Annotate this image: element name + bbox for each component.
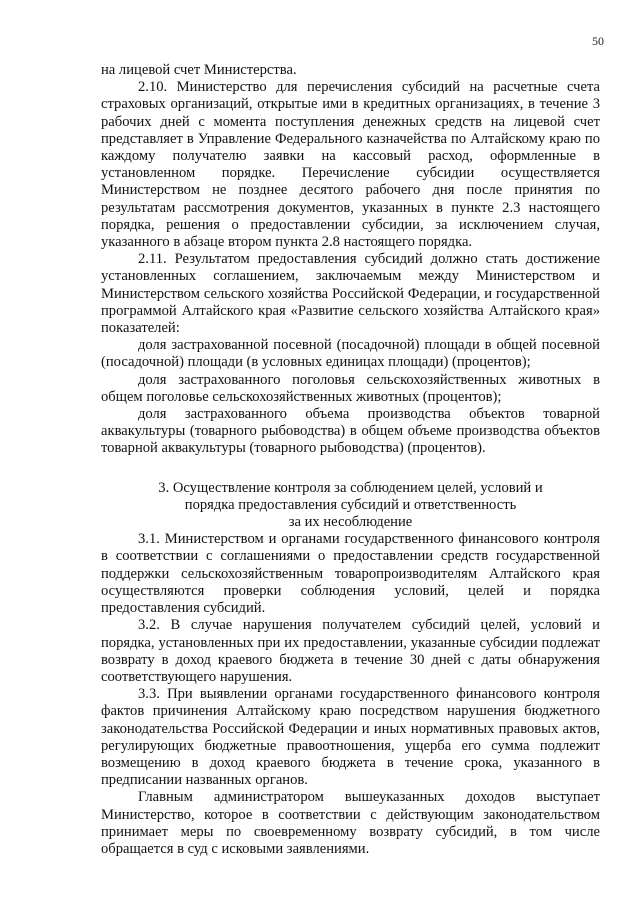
- paragraph: 2.10. Министерство для перечисления субсидий на расчетные счета страховых организаций, открытые ими в кредитных организациях, в течение 3 рабочих дней с момента поступления денежных средств на лицевой счет представляет в Управление Федерального казначейства по Алтайскому краю по каждому получателю заявки на кассовый расход, оформленные в установленном порядке. Перечисление субсидии осуществляется Министерством не позднее десятого рабочего дня после принятия по результатам рассмотрения документов, указанных в пункте 2.3 настоящего порядка, решения о предоставлении субсидии, за исключением случая, указанного в абзаце втором пункта 2.8 настоящего порядка.: [101, 79, 600, 251]
- page-number: 50: [592, 34, 604, 48]
- section-heading: [101, 480, 600, 532]
- document-body: [101, 62, 600, 858]
- paragraph: 3.2. В случае нарушения получателем субсидий целей, условий и порядка, установленных при их предоставлении, указанные субсидии подлежат возврату в доход краевого бюджета в течение 30 дней с даты обнаружения соответствующего нарушения.: [101, 617, 600, 685]
- section-heading-line: порядка предоставления субсидий и ответственность: [184, 496, 517, 513]
- paragraph: 3.1. Министерством и органами государственного финансового контроля в соответствии с соглашениями о предоставлении средств государственной поддержки сельскохозяйственным товаропроизводителям Алтайского края осуществляются проверки соблюдения условий, целей и порядка предоставления субсидий.: [101, 531, 600, 617]
- bottom-paragraphs: [101, 531, 600, 858]
- paragraph: доля застрахованного поголовья сельскохозяйственных животных в общем поголовье сельскохозяйственных животных (процентов);: [101, 371, 600, 405]
- paragraph: на лицевой счет Министерства.: [101, 62, 297, 78]
- section-heading-line: 3. Осуществление контроля за соблюдением целей, условий и: [158, 479, 543, 496]
- paragraph: Главным администратором вышеуказанных доходов выступает Министерство, которое в соответствии с действующим законодательством принимает меры по своевременному возврату субсидий, в том числе обращается в суд с исковыми заявлениями.: [101, 789, 600, 857]
- section-heading-line: за их несоблюдение: [288, 514, 413, 531]
- top-paragraphs: [101, 62, 600, 458]
- paragraph: 3.3. При выявлении органами государственного финансового контроля фактов причинения Алтайскому краю посредством нарушения бюджетного законодательства Российской Федерации и иных нормативных правовых актов, регулирующих бюджетные правоотношения, ущерба его сумма подлежит возмещению в доход краевого бюджета в течение срока, указанного в предписании названных органов.: [101, 686, 600, 789]
- paragraph: доля застрахованной посевной (посадочной) площади в общей посевной (посадочной) площади (в условных единицах площади) (процентов);: [101, 337, 600, 371]
- paragraph: 2.11. Результатом предоставления субсидий должно стать достижение установленных соглашением, заключаемым между Министерством и Министерством сельского хозяйства Российской Федерации, и государственной программой Алтайского края «Развитие сельского хозяйства Алтайского края» показателей:: [101, 251, 600, 337]
- paragraph: доля застрахованного объема производства объектов товарной аквакультуры (товарного рыбоводства) в общем объеме производства объектов товарной аквакультуры (товарного рыбоводства) (процентов).: [101, 406, 600, 457]
